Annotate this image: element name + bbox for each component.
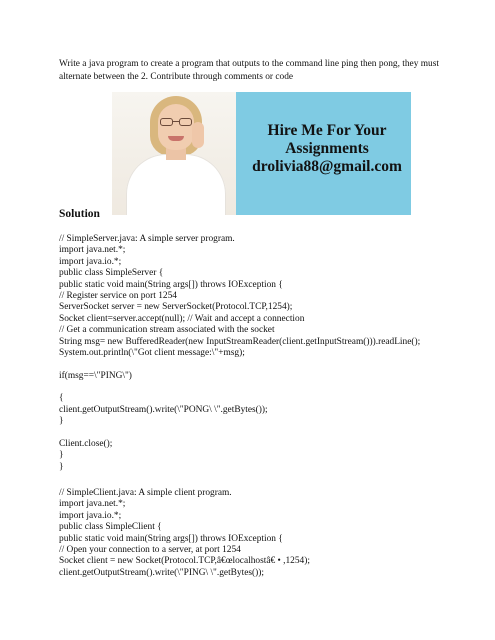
code-line: } — [59, 450, 64, 461]
photo-face — [158, 104, 194, 150]
code-line: client.getOutputStream().write(\"PONG\ \".getBytes()); — [59, 404, 268, 415]
code-line: public class SimpleClient { — [59, 522, 162, 533]
code-line: if(msg==\"PING\") — [59, 370, 132, 381]
code-line: client.getOutputStream().write(\"PING\ \".getBytes()); — [59, 567, 265, 578]
photo-smile — [168, 136, 184, 141]
banner-line-1: Hire Me For Your — [267, 122, 387, 139]
code-line: Socket client = new Socket(Protocol.TCP,â€œlocalhostâ€ • ,1254); — [59, 556, 310, 567]
code-line: // SimpleServer.java: A simple server program. — [59, 234, 235, 244]
code-line: public class SimpleServer { — [59, 268, 164, 279]
code-line — [59, 428, 459, 439]
code-line: // SimpleClient.java: A simple client program. — [59, 488, 232, 498]
code-line: // Open your connection to a server, at port 1254 — [59, 544, 241, 555]
photo-shirt — [126, 154, 226, 215]
code-line: Socket client=server.accept(null); // Wait and accept a connection — [59, 313, 305, 324]
code-line: System.out.println(\"Got client message:\"+msg); — [59, 347, 245, 358]
code-line: public static void main(String args[]) throws IOException { — [59, 279, 283, 290]
code-line: { — [59, 393, 64, 404]
server-code-block — [59, 234, 459, 473]
code-line: import java.io.*; — [59, 256, 122, 267]
code-line: ServerSocket server = new ServerSocket(Protocol.TCP,1254); — [59, 302, 293, 313]
photo-hand — [192, 122, 204, 148]
code-line: // Register service on port 1254 — [59, 290, 177, 301]
code-line — [59, 359, 459, 370]
code-line: } — [59, 416, 64, 427]
code-line: // Get a communication stream associated with the socket — [59, 325, 275, 336]
client-code-block — [59, 488, 459, 579]
hire-me-banner — [112, 92, 411, 215]
code-line: } — [59, 461, 64, 472]
code-line: String msg= new BufferedReader(new InputStreamReader(client.getInputStream())).readLine(); — [59, 336, 421, 347]
question-prompt: Write a java program to create a program that outputs to the command line ping then pong, they must alternate between the 2. Contribute through comments or code — [59, 59, 439, 82]
code-line: import java.net.*; — [59, 245, 126, 256]
tutor-photo — [112, 92, 236, 215]
code-line: public static void main(String args[]) throws IOException { — [59, 533, 283, 544]
banner-line-2: Assignments — [285, 140, 369, 157]
glasses-icon — [160, 118, 192, 127]
code-line: import java.io.*; — [59, 510, 122, 521]
banner-text — [252, 122, 402, 176]
code-line — [59, 382, 459, 393]
code-line: Client.close(); — [59, 439, 113, 450]
code-line: import java.net.*; — [59, 499, 126, 510]
solution-heading: Solution — [59, 208, 100, 220]
banner-email: drolivia88@gmail.com — [252, 158, 402, 175]
